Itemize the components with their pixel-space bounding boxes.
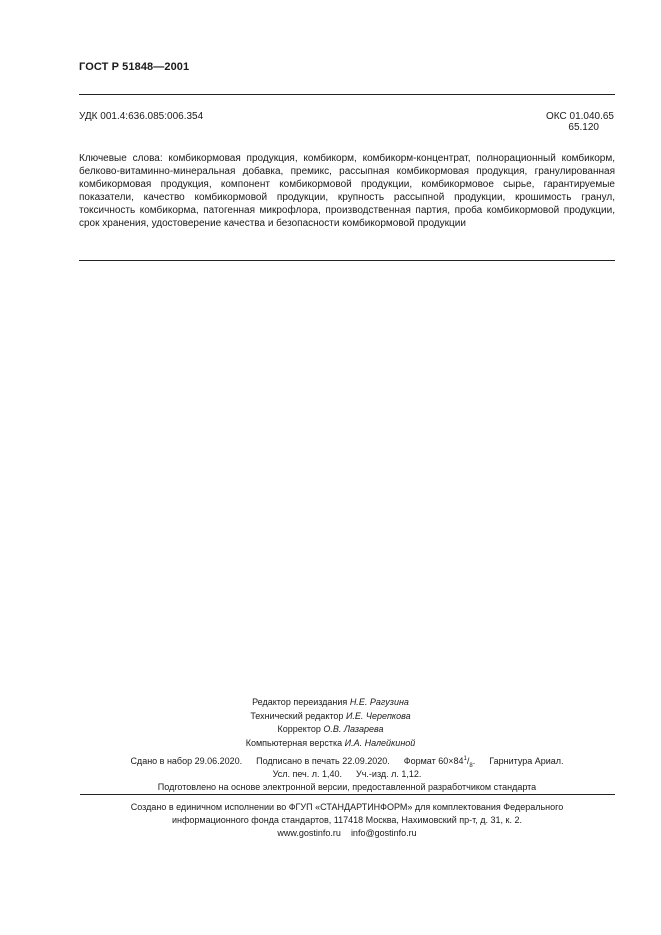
- credit-layout: [0, 737, 661, 751]
- footer-line-2: информационного фонда стандартов, 117418 Москва, Нахимовский пр-т, д. 31, к. 2.: [171, 815, 523, 825]
- print-info-block: [79, 755, 615, 794]
- typeface: Гарнитура Ариал.: [489, 756, 564, 766]
- prepared-note: Подготовлено на основе электронной версии, предоставленной разработчиком стандарта: [157, 782, 537, 792]
- signed-date: Подписано в печать 22.09.2020.: [256, 756, 390, 766]
- credit-name: О.В. Лазарева: [323, 724, 384, 734]
- email-link[interactable]: info@gostinfo.ru: [350, 828, 417, 838]
- credits-block: [0, 696, 661, 750]
- credit-editor: [0, 696, 661, 710]
- credit-tech-editor: [0, 710, 661, 724]
- footer-contacts: [79, 827, 615, 840]
- udk-code: УДК 001.4:636.085:006.354: [79, 111, 204, 122]
- submitted-date: Сдано в набор 29.06.2020.: [130, 756, 243, 766]
- publisher-footer: [79, 801, 615, 840]
- top-divider: [79, 94, 615, 95]
- standard-number: ГОСТ Р 51848—2001: [79, 61, 190, 73]
- print-sheets: Усл. печ. л. 1,40.: [272, 769, 343, 779]
- credit-role: Технический редактор: [250, 710, 344, 721]
- print-info-line-2: [79, 768, 615, 781]
- keywords-paragraph: Ключевые слова: комбикормовая продукция, комбикорм, комбикорм-концентрат, полнорационный комбикорм, белково-витаминно-минеральная добавка, премикс, рассыпная комбикормовая продукция, гранулированная комбикормовая продукция, компонент комбикормовой продукции, комбикормовое сырье, гарантируемые показатели, качество комбикормовой продукции, крупность рассыпной продукции, крошимость гранул, токсичность комбикорма, патогенная микрофлора, производственная партия, проба комбикормовой продукции, срок хранения, удостоверение качества и безопасности комбикормовой продукции: [79, 153, 615, 230]
- credit-name: Н.Е. Рагузина: [349, 697, 409, 707]
- credit-corrector: [0, 723, 661, 737]
- edit-sheets: Уч.-изд. л. 1,12.: [356, 769, 422, 779]
- oks-line-2: 65.120: [568, 122, 599, 133]
- footer-line-1: Создано в единичном исполнении во ФГУП «СТАНДАРТИНФОРМ» для комплектования Федерального: [130, 802, 564, 812]
- paper-format: Формат $60\times 84^1/_8$.: [403, 756, 476, 769]
- credit-name: И.А. Налейкиной: [344, 737, 416, 748]
- credit-role: Корректор: [277, 724, 321, 734]
- footer-divider: [80, 794, 615, 795]
- oks-code: [494, 111, 614, 133]
- credit-role: Компьютерная верстка: [245, 737, 343, 748]
- credit-role: Редактор переиздания: [252, 697, 348, 707]
- keywords-divider: [79, 260, 615, 261]
- credit-name: И.Е. Черепкова: [345, 710, 411, 721]
- print-info-line-1: [79, 755, 615, 768]
- website-link[interactable]: www.gostinfo.ru: [277, 828, 341, 838]
- oks-line-1: ОКС 01.040.65: [546, 111, 614, 122]
